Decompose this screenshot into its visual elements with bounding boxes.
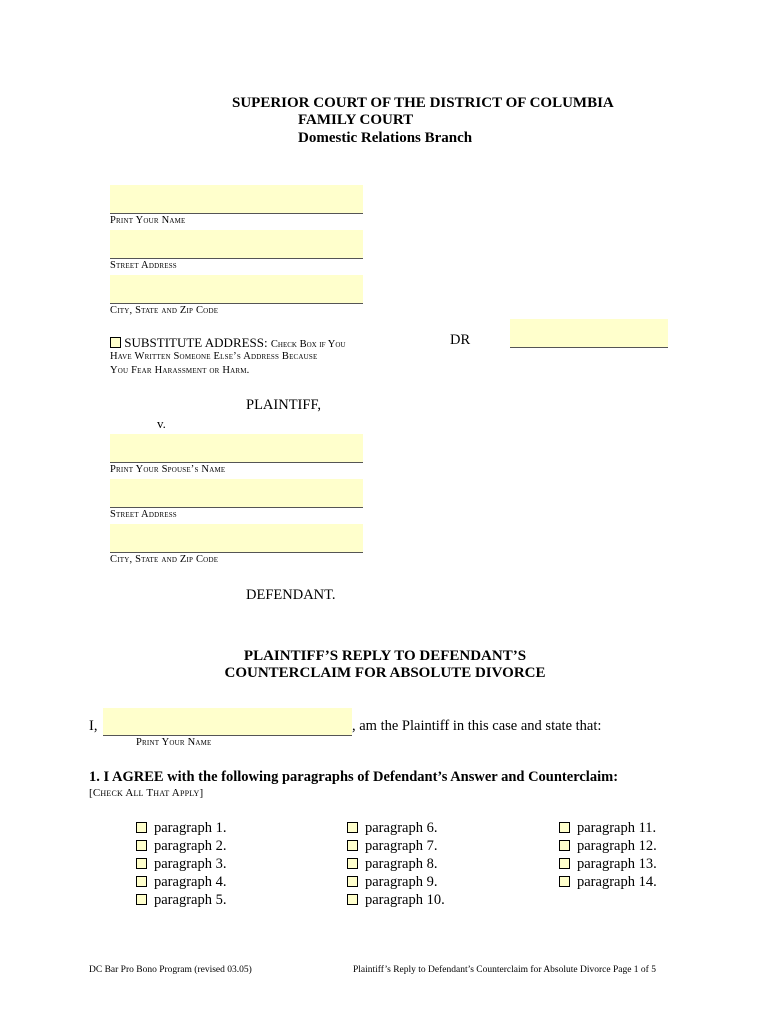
paragraph-checkbox[interactable]	[347, 894, 358, 905]
plaintiff-street-field[interactable]	[110, 230, 363, 259]
paragraph-label: paragraph 11.	[577, 820, 657, 836]
plaintiff-city-field[interactable]	[110, 275, 363, 304]
substitute-note-line3: You Fear Harassment or Harm.	[110, 365, 250, 376]
court-name: SUPERIOR COURT OF THE DISTRICT OF COLUMBIA	[232, 95, 614, 111]
document-title-line1: PLAINTIFF’S REPLY TO DEFENDANT’S	[243, 648, 527, 664]
substitute-note-line2: Have Written Someone Else’s Address Because	[110, 351, 318, 362]
plaintiff-name-caption: Print Your Name	[110, 215, 186, 226]
paragraph-checkbox[interactable]	[347, 876, 358, 887]
footer-right: Plaintiff’s Reply to Defendant’s Counterclaim for Absolute Divorce Page 1 of 5	[353, 965, 656, 975]
paragraph-checkbox[interactable]	[347, 858, 358, 869]
paragraph-label: paragraph 10.	[365, 892, 445, 908]
paragraph-option-7[interactable]	[347, 837, 437, 855]
paragraph-label: paragraph 8.	[365, 856, 438, 872]
paragraph-option-11[interactable]	[559, 819, 656, 837]
paragraph-checkbox[interactable]	[347, 840, 358, 851]
versus-label: v.	[157, 416, 166, 431]
case-number-field[interactable]	[510, 319, 668, 348]
paragraph-checkbox[interactable]	[347, 822, 358, 833]
statement-prefix: I,	[89, 718, 98, 734]
court-division: FAMILY COURT	[298, 112, 414, 128]
paragraph-label: paragraph 13.	[577, 856, 657, 872]
paragraph-option-6[interactable]	[347, 819, 437, 837]
paragraph-option-2[interactable]	[136, 837, 226, 855]
dr-label: DR	[450, 332, 471, 348]
paragraph-label: paragraph 1.	[154, 820, 227, 836]
footer-left: DC Bar Pro Bono Program (revised 03.05)	[89, 965, 252, 975]
paragraph-label: paragraph 2.	[154, 838, 227, 854]
paragraph-option-5[interactable]	[136, 891, 226, 909]
paragraph-option-3[interactable]	[136, 855, 226, 873]
section1-instruction: [Check All That Apply]	[89, 787, 204, 799]
substitute-address-checkbox[interactable]	[110, 337, 121, 348]
statement-suffix: , am the Plaintiff in this case and state that:	[352, 718, 602, 734]
substitute-address-note: Check Box if You	[270, 339, 346, 350]
statement-name-caption: Print Your Name	[136, 737, 212, 748]
paragraph-label: paragraph 12.	[577, 838, 657, 854]
paragraph-option-14[interactable]	[559, 873, 657, 891]
substitute-address-label: SUBSTITUTE ADDRESS:	[124, 335, 268, 350]
paragraph-checkbox[interactable]	[136, 840, 147, 851]
paragraph-label: paragraph 9.	[365, 874, 438, 890]
defendant-role: DEFENDANT.	[246, 587, 336, 603]
paragraph-option-13[interactable]	[559, 855, 657, 873]
spouse-name-caption: Print Your Spouse’s Name	[110, 464, 226, 475]
paragraph-label: paragraph 14.	[577, 874, 657, 890]
paragraph-checkbox[interactable]	[559, 876, 570, 887]
defendant-city-field[interactable]	[110, 524, 363, 553]
paragraph-option-8[interactable]	[347, 855, 437, 873]
paragraph-option-1[interactable]	[136, 819, 226, 837]
paragraph-option-4[interactable]	[136, 873, 226, 891]
paragraph-label: paragraph 5.	[154, 892, 227, 908]
court-branch: Domestic Relations Branch	[298, 130, 473, 146]
paragraph-option-9[interactable]	[347, 873, 437, 891]
defendant-street-field[interactable]	[110, 479, 363, 508]
paragraph-checkbox[interactable]	[136, 858, 147, 869]
spouse-name-field[interactable]	[110, 434, 363, 463]
paragraph-checkbox[interactable]	[559, 858, 570, 869]
paragraph-label: paragraph 4.	[154, 874, 227, 890]
statement-name-field[interactable]	[103, 708, 352, 736]
paragraph-label: paragraph 7.	[365, 838, 438, 854]
plaintiff-name-field[interactable]	[110, 185, 363, 214]
section1-heading: 1. I AGREE with the following paragraphs of Defendant’s Answer and Counterclaim:	[89, 769, 619, 785]
defendant-street-caption: Street Address	[110, 509, 177, 520]
paragraph-checkbox[interactable]	[559, 840, 570, 851]
defendant-city-caption: City, State and Zip Code	[110, 554, 219, 565]
plaintiff-city-caption: City, State and Zip Code	[110, 305, 219, 316]
substitute-address-row	[110, 335, 345, 351]
paragraph-option-10[interactable]	[347, 891, 445, 909]
paragraph-checkbox[interactable]	[136, 894, 147, 905]
plaintiff-role: PLAINTIFF,	[246, 397, 321, 413]
paragraph-label: paragraph 3.	[154, 856, 227, 872]
paragraph-label: paragraph 6.	[365, 820, 438, 836]
paragraph-checkbox[interactable]	[136, 876, 147, 887]
paragraph-checkbox[interactable]	[136, 822, 147, 833]
paragraph-checkbox[interactable]	[559, 822, 570, 833]
plaintiff-street-caption: Street Address	[110, 260, 177, 271]
paragraph-option-12[interactable]	[559, 837, 657, 855]
document-title-line2: COUNTERCLAIM FOR ABSOLUTE DIVORCE	[224, 665, 546, 681]
